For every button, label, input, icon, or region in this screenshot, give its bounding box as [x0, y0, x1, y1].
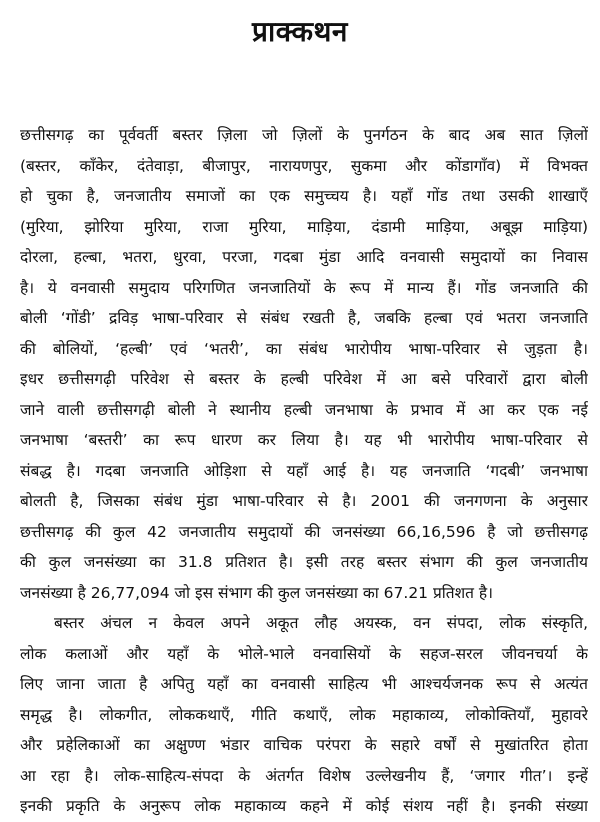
text-line: संबद्ध है। गदबा जनजाति ओड़िशा से यहाँ आई है। यह जनजाति ‘गदबी’ जनभाषा [20, 461, 588, 480]
text-line: जनभाषा ‘बस्तरी’ का रूप धारण कर लिया है। यह भी भारोपीय भाषा-परिवार से [20, 431, 588, 449]
text-line: की बोलियों, ‘हल्बी’ एवं ‘भतरी’, का संबंध भारोपीय भाषा-परिवार से जुड़ता है। [20, 339, 588, 358]
text-line: बोलती है, जिसका संबंध मुंडा भाषा-परिवार से है। 2001 की जनगणना के अनुसार [20, 492, 588, 510]
text-line: जाने वाली छत्तीसगढ़ी बोली ने स्थानीय हल्बी जनभाषा के प्रभाव में आ कर एक नई [20, 400, 588, 419]
text-line: आ रहा है। लोक-साहित्य-संपदा के अंतर्गत विशेष उल्लेखनीय हैं, ‘जगार गीत’। इन्हें [20, 766, 588, 785]
text-line: जनसंख्या है 26,77,094 जो इस संभाग की कुल जनसंख्या का 67.21 प्रतिशत है। [20, 583, 494, 602]
text-line: छत्तीसगढ़ की कुल 42 जनजातीय समुदायों की जनसंख्या 66,16,596 है जो छत्तीसगढ़ [20, 522, 588, 541]
text-line: (मुरिया, झोरिया मुरिया, राजा मुरिया, माड़िया, दंडामी माड़िया, अबूझ माड़िया) [20, 217, 588, 236]
text-line: बस्तर अंचल न केवल अपने अकूत लौह अयस्क, वन संपदा, लोक संस्कृति, [54, 614, 588, 632]
text-line: की कुल जनसंख्या का 31.8 प्रतिशत है। इसी तरह बस्तर संभाग की कुल जनजातीय [20, 553, 588, 571]
text-line: हो चुका है, जनजातीय समाजों का एक समुच्चय है। यहाँ गोंड तथा उसकी शाखाएँ [20, 187, 588, 205]
text-line: और प्रहेलिकाओं का अक्षुण्ण भंडार वाचिक परंपरा के सहारे वर्षों से मुखांतरित होता [20, 736, 588, 754]
text-line: लोक कलाओं और यहाँ के भोले-भाले वनवासियों के सहज-सरल जीवनचर्या के [20, 644, 588, 663]
text-line: समृद्ध है। लोकगीत, लोककथाएँ, गीति कथाएँ, लोक महाकाव्य, लोकोक्तियाँ, मुहावरे [20, 705, 588, 724]
text-line: इधर छत्तीसगढ़ी परिवेश से बस्तर के हल्बी परिवेश में आ बसे परिवारों द्वारा बोली [20, 370, 588, 388]
text-line: (बस्तर, काँकेर, दंतेवाड़ा, बीजापुर, नारायणपुर, सुकमा और कोंडागाँव) में विभक्त [20, 156, 588, 175]
text-line: है। ये वनवासी समुदाय परिगणित जनजातियों के रूप में मान्य हैं। गोंड जनजाति की [20, 278, 588, 297]
text-line: लिए जाना जाता है अपितु यहाँ का वनवासी साहित्य भी आश्चर्यजनक रूप से अत्यंत [20, 675, 588, 693]
body-text [20, 120, 588, 822]
text-line: इनकी प्रकृति के अनुरूप लोक महाकाव्य कहने में कोई संशय नहीं है। इनकी संख्या [20, 797, 588, 815]
text-line: छत्तीसगढ़ का पूर्ववर्ती बस्तर ज़िला जो ज़िलों के पुनर्गठन के बाद अब सात ज़िलों [20, 126, 588, 144]
text-line: दोरला, हल्बा, भतरा, धुरवा, परजा, गदबा मुंडा आदि वनवासी समुदायों का निवास [20, 248, 588, 266]
page-title: प्राक्कथन [252, 15, 348, 48]
text-line: बोली ‘गोंडी’ द्रविड़ भाषा-परिवार से संबंध रखती है, जबकि हल्बा एवं भतरा जनजाति [20, 309, 588, 327]
